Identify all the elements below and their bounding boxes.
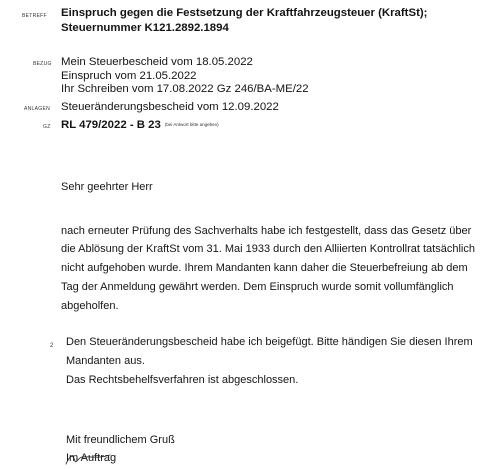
signature-stroke bbox=[64, 452, 112, 466]
subject-line-1: Einspruch gegen die Festsetzung der Kraftfahrzeugsteuer (KraftSt); bbox=[61, 7, 428, 19]
reference-number-value: RL 479/2022 - B 23 bbox=[61, 118, 161, 131]
salutation: Sehr geehrter Herr bbox=[61, 181, 153, 193]
paragraph-1-line-5: abgeholfen. bbox=[61, 300, 119, 312]
bezug-label: BEZUG bbox=[33, 61, 52, 67]
reference-line-1: Mein Steuerbescheid vom 18.05.2022 bbox=[61, 56, 253, 68]
reference-line-3: Ihr Schreiben vom 17.08.2022 Gz 246/BA-ME/22 bbox=[61, 83, 309, 95]
gz-label: GZ bbox=[43, 124, 51, 130]
paragraph-1-line-4: Tag der Anmeldung gewährt werden. Dem Einspruch wurde somit vollumfänglich bbox=[61, 281, 454, 293]
item-marker: 2 bbox=[50, 343, 54, 349]
signature-line: Im Auftrag bbox=[66, 452, 117, 464]
paragraph-2-line-2: Mandanten aus. bbox=[66, 355, 145, 367]
betreff-label: BETREFF bbox=[22, 13, 47, 19]
reference-number bbox=[61, 118, 219, 132]
reference-line-2: Einspruch vom 21.05.2022 bbox=[61, 69, 197, 82]
paragraph-1-line-3: nicht aufgehoben wurde. Ihrem Mandanten kann daher die Steuerbefreiung ab dem bbox=[61, 262, 468, 274]
paragraph-2-line-1: Den Steueränderungsbescheid habe ich beigefügt. Bitte händigen Sie diesen Ihrem bbox=[66, 336, 473, 348]
anlagen-label: ANLAGEN bbox=[24, 106, 50, 112]
paragraph-1-line-2: die Ablösung der KraftSt vom 31. Mai 1933 durch den Alliierten Kontrollrat tatsächlich bbox=[61, 243, 475, 255]
reference-number-note: (bei Antwort bitte angeben) bbox=[164, 122, 219, 127]
closing: Mit freundlichem Gruß bbox=[66, 434, 175, 446]
subject-line-2: Steuernummer K121.2892.1894 bbox=[61, 22, 229, 34]
paragraph-1-line-1: nach erneuter Prüfung des Sachverhalts habe ich festgestellt, dass das Gesetz über bbox=[61, 225, 472, 237]
paragraph-2-line-3: Das Rechtsbehelfsverfahren ist abgeschlossen. bbox=[66, 374, 299, 386]
enclosure-line: Steueränderungsbescheid vom 12.09.2022 bbox=[61, 101, 279, 113]
